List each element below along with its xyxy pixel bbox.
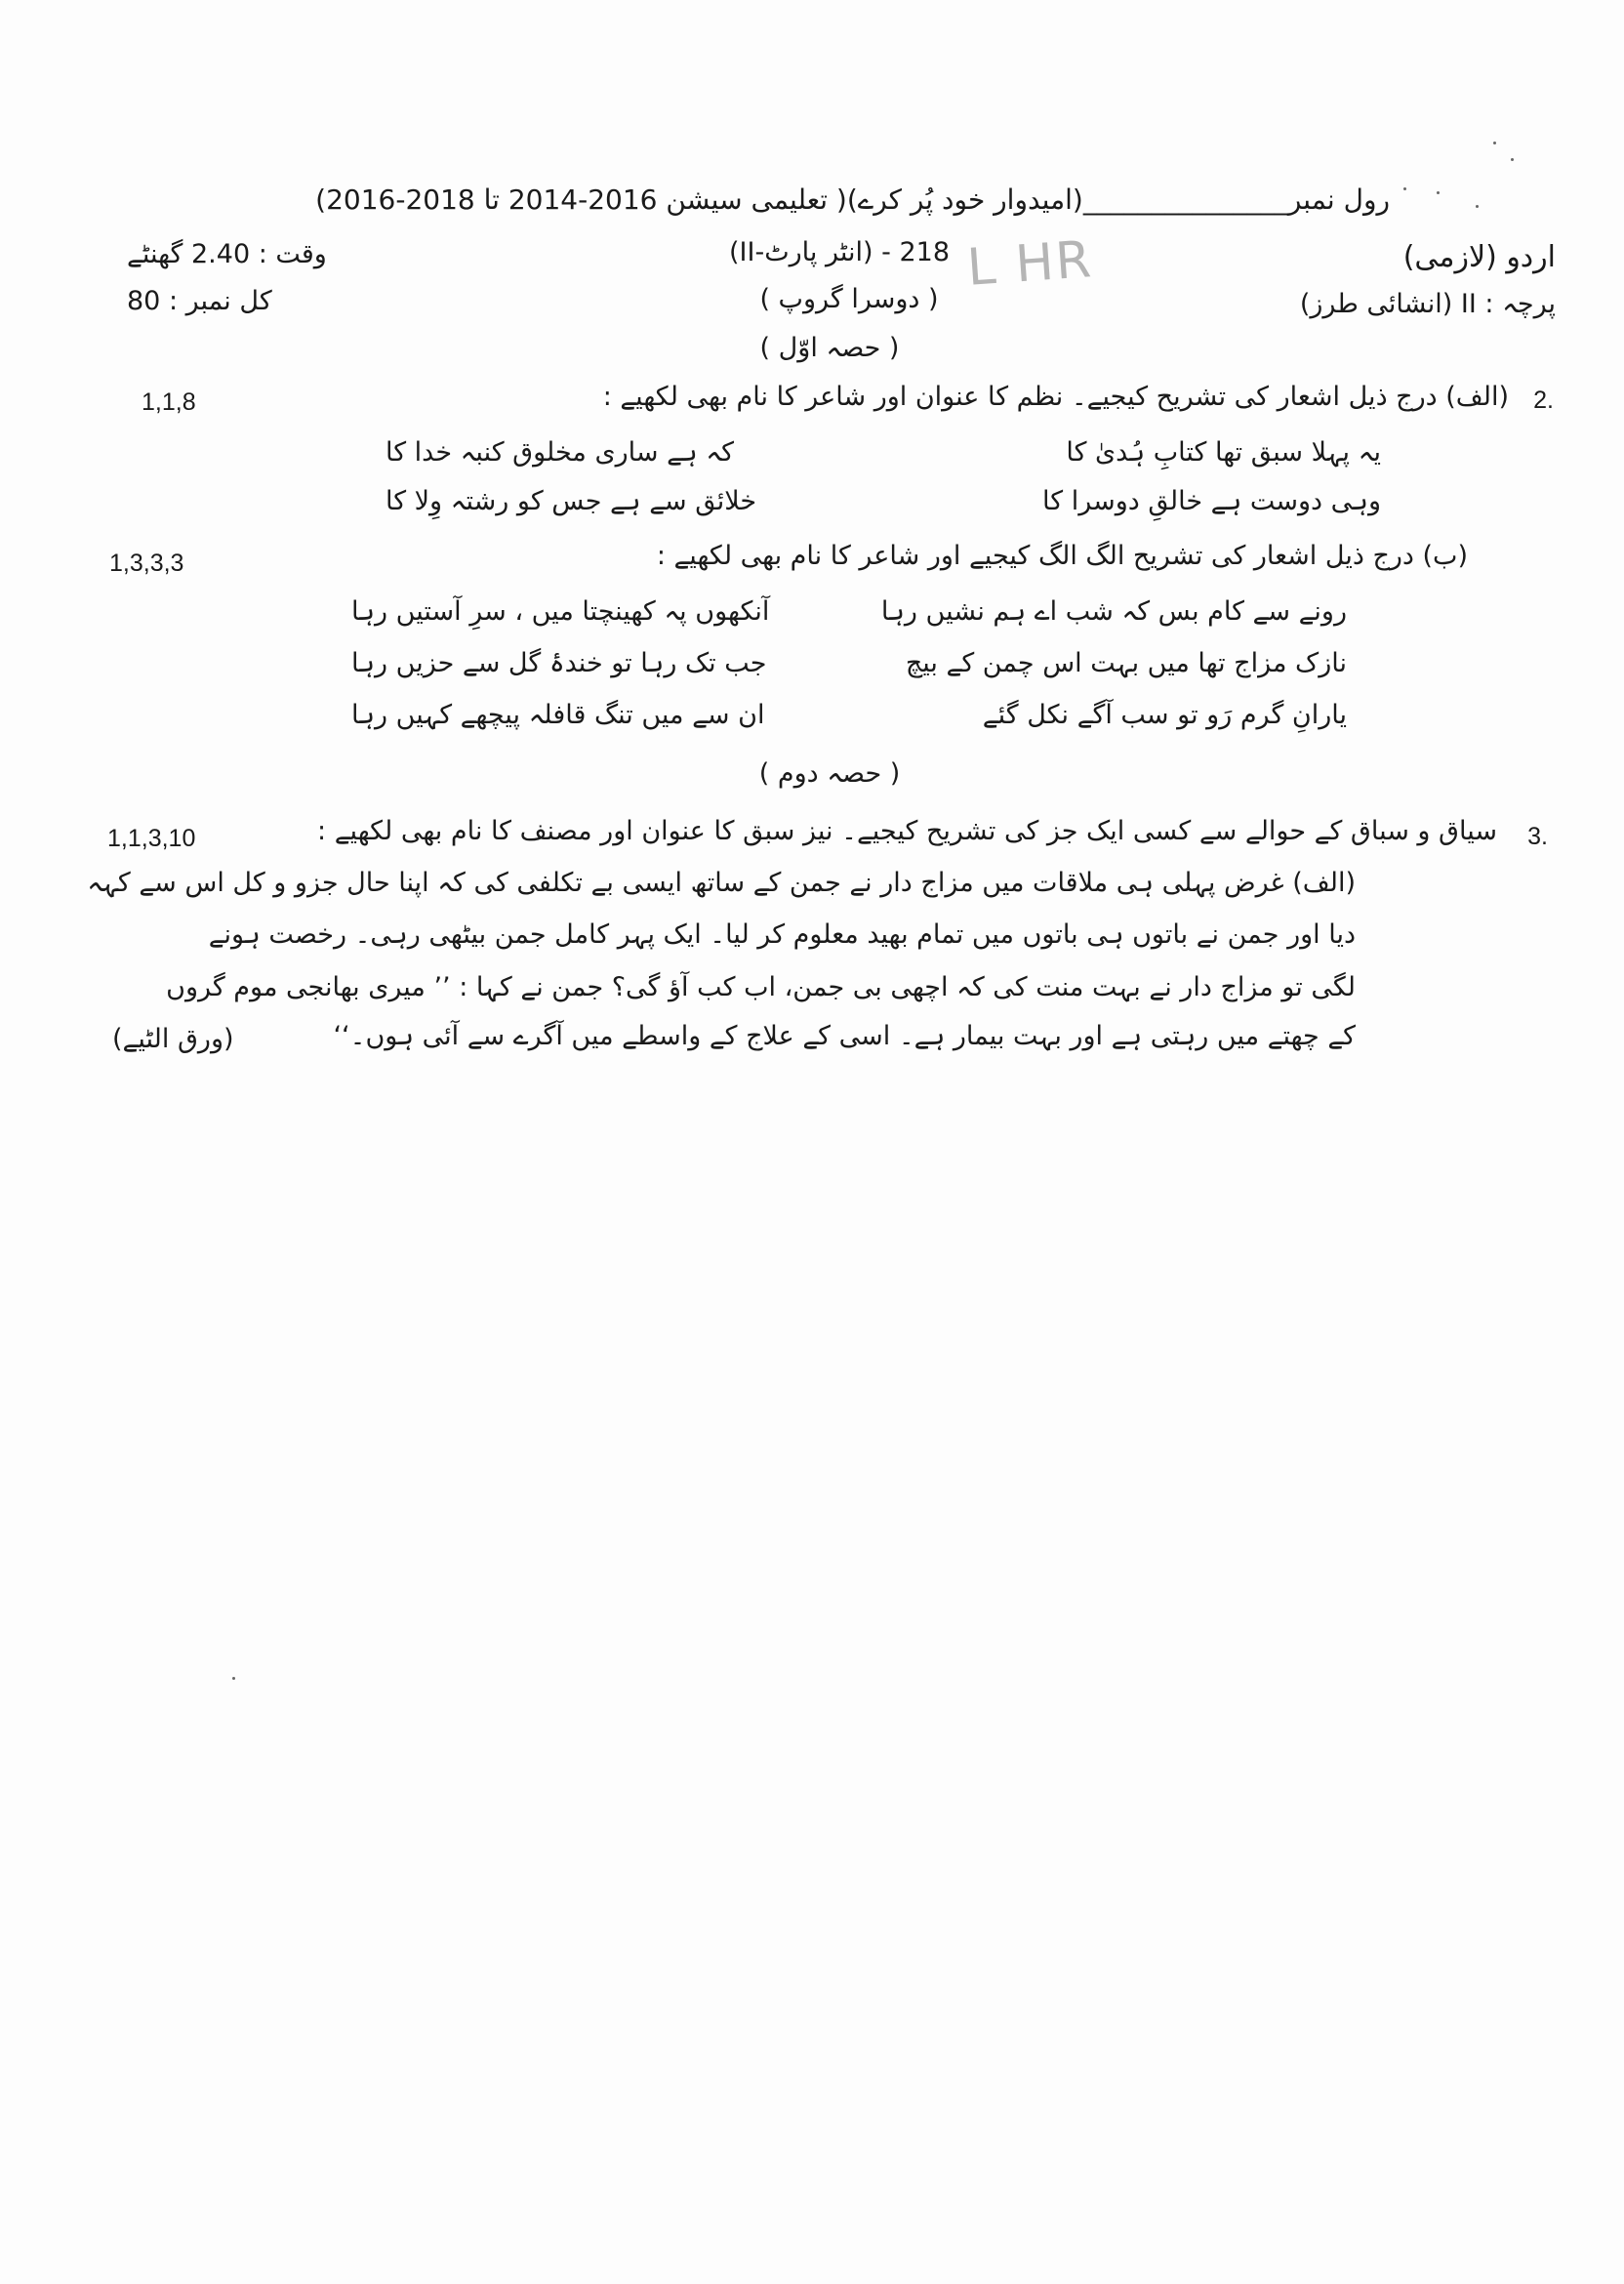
subject-label: اردو (لازمی) bbox=[1402, 240, 1556, 274]
scan-speck bbox=[1437, 191, 1440, 194]
q3a-passage-line: (الف) غرض پہلی ہی ملاقات میں مزاج دار نے جمن کے ساتھ ایسی بے تکلفی کی کہ اپنا حال جزو و کل اس سے کہہ bbox=[87, 868, 1356, 898]
section-two-title: ( حصہ دوم ) bbox=[758, 758, 901, 789]
verse-second-hemistich: ان سے میں تنگ قافلہ پیچھے کہیں رہا bbox=[351, 700, 765, 730]
q3a-passage-line: کے چھتے میں رہتی ہے اور بہت بیمار ہے۔ اسی کے علاج کے واسطے میں آگرے سے آئی ہوں۔‘‘ bbox=[333, 1021, 1356, 1051]
scan-speck bbox=[1493, 142, 1496, 144]
verse-couplet bbox=[351, 595, 1347, 631]
verse-second-hemistich: جب تک رہا تو خندۂ گل سے حزیں رہا bbox=[351, 648, 767, 678]
q2a-marks: 1,1,8 bbox=[142, 388, 196, 416]
q3-number: 3. bbox=[1527, 823, 1548, 850]
verse-second-hemistich: خلائق سے ہے جس کو رشتہ وِلا کا bbox=[386, 486, 757, 516]
roll-number-line: رول نمبر_______________(امیدوار خود پُر کرے)( تعلیمی سیشن 2016-2014 تا 2018-2016) bbox=[315, 184, 1390, 216]
verse-couplet bbox=[351, 699, 1347, 734]
paper-type-label: پرچہ : II (انشائی طرز) bbox=[1299, 289, 1556, 319]
scan-speck bbox=[1403, 187, 1406, 190]
section-one-title: ( حصہ اوّل ) bbox=[759, 333, 900, 363]
verse-couplet bbox=[386, 485, 1381, 520]
q2a-prompt: (الف) درج ذیل اشعار کی تشریح کیجیے۔ نظم کا عنوان اور شاعر کا نام بھی لکھیے : bbox=[602, 382, 1509, 412]
turn-over-note: (ورق الٹیے) bbox=[112, 1024, 234, 1054]
verse-first-hemistich: یارانِ گرم رَو تو سب آگے نکل گئے bbox=[982, 700, 1347, 730]
q2b-prompt: (ب) درج ذیل اشعار کی تشریح الگ الگ کیجیے اور شاعر کا نام بھی لکھیے : bbox=[656, 541, 1468, 571]
scan-speck bbox=[232, 1677, 235, 1680]
q2-number: 2. bbox=[1533, 387, 1554, 414]
verse-couplet bbox=[351, 647, 1347, 682]
q3a-passage-line: دیا اور جمن نے باتوں ہی باتوں میں تمام بھید معلوم کر لیا۔ ایک پہر کامل جمن بیٹھی رہی۔ رخصت ہونے bbox=[208, 919, 1356, 950]
q3a-passage-line: لگی تو مزاج دار نے بہت منت کی کہ اچھی بی جمن، اب کب آؤ گی؟ جمن نے کہا : ’’ میری بھانجی موم گروں bbox=[166, 972, 1356, 1002]
scan-speck bbox=[1511, 158, 1514, 161]
verse-couplet bbox=[386, 436, 1381, 471]
q3-prompt: سیاق و سباق کے حوالے سے کسی ایک جز کی تشریح کیجیے۔ نیز سبق کا عنوان اور مصنف کا نام بھی لکھیے : bbox=[317, 816, 1497, 846]
paper-code: 218 - (انٹر پارٹ-II) bbox=[728, 237, 951, 267]
verse-second-hemistich: آنکھوں پہ کھینچتا میں ، سرِ آستیں رہا bbox=[351, 596, 770, 627]
scan-speck bbox=[1476, 205, 1479, 208]
time-label: وقت : 2.40 گھنٹے bbox=[127, 239, 327, 269]
total-marks-label: کل نمبر : 80 bbox=[127, 286, 272, 316]
verse-first-hemistich: وہی دوست ہے خالقِ دوسرا کا bbox=[1042, 486, 1381, 516]
handwritten-annotation: L HR bbox=[965, 230, 1095, 298]
q3-marks: 1,1,3,10 bbox=[107, 825, 196, 852]
verse-first-hemistich: رونے سے کام بس کہ شب اے ہم نشیں رہا bbox=[880, 596, 1347, 627]
q2b-marks: 1,3,3,3 bbox=[109, 550, 184, 577]
verse-second-hemistich: کہ ہے ساری مخلوق کنبہ خدا کا bbox=[386, 437, 734, 468]
verse-first-hemistich: یہ پہلا سبق تھا کتابِ ہُدیٰ کا bbox=[1066, 437, 1381, 468]
group-label: ( دوسرا گروپ ) bbox=[759, 284, 939, 314]
verse-first-hemistich: نازک مزاج تھا میں بہت اس چمن کے بیچ bbox=[905, 648, 1347, 678]
